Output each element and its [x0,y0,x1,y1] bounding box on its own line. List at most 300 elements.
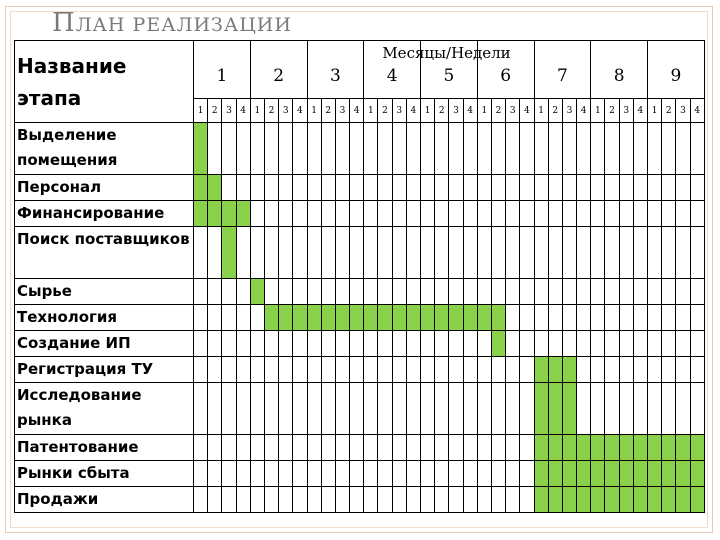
gantt-cell-active [548,435,562,461]
gantt-cell [690,331,704,357]
gantt-cell [435,123,449,175]
gantt-cell [506,487,520,513]
gantt-cell [406,331,420,357]
gantt-cell [406,435,420,461]
stage-label: Сырье [15,279,194,305]
gantt-cell-active [605,487,619,513]
stage-row [15,305,705,331]
gantt-cell [491,461,505,487]
gantt-cell [662,357,676,383]
gantt-cell [222,279,236,305]
gantt-cell [463,175,477,201]
gantt-cell [406,383,420,435]
gantt-cell-active [562,487,576,513]
gantt-cell [264,201,278,227]
week-header: 3 [676,99,690,123]
week-header: 2 [321,99,335,123]
gantt-cell [591,331,605,357]
gantt-cell [619,123,633,175]
gantt-cell [633,175,647,201]
gantt-cell [577,175,591,201]
gantt-cell [435,461,449,487]
gantt-cell [534,123,548,175]
stage-label: Продажи [15,487,194,513]
gantt-cell [208,331,222,357]
gantt-cell [520,123,534,175]
week-header: 1 [534,99,548,123]
gantt-cell [534,279,548,305]
gantt-cell [236,357,250,383]
gantt-cell [378,357,392,383]
gantt-cell [279,331,293,357]
gantt-cell [350,175,364,201]
gantt-cell [321,123,335,175]
gantt-cell [222,487,236,513]
gantt-cell [208,487,222,513]
gantt-cell [676,123,690,175]
gantt-cell [421,227,435,279]
gantt-cell [222,435,236,461]
gantt-cell [577,383,591,435]
gantt-cell [307,279,321,305]
month-header: 9 [648,41,705,99]
gantt-cell-active [194,175,208,201]
week-header: 1 [421,99,435,123]
gantt-cell [236,487,250,513]
gantt-cell [449,201,463,227]
stage-row [15,279,705,305]
gantt-cell [350,331,364,357]
gantt-cell-active [264,305,278,331]
gantt-cell-active [690,461,704,487]
gantt-cell [264,487,278,513]
gantt-cell [690,123,704,175]
gantt-cell [222,123,236,175]
gantt-cell [676,175,690,201]
gantt-cell [648,201,662,227]
gantt-cell [335,383,349,435]
gantt-cell [335,201,349,227]
gantt-cell [506,383,520,435]
gantt-cell [577,357,591,383]
gantt-cell [577,331,591,357]
week-header: 2 [662,99,676,123]
gantt-cell [562,331,576,357]
gantt-cell [208,357,222,383]
gantt-cell [435,435,449,461]
gantt-cell [421,123,435,175]
gantt-cell [421,487,435,513]
gantt-cell-active [449,305,463,331]
gantt-cell [619,305,633,331]
gantt-cell [222,305,236,331]
stage-header: Название этапа [15,41,194,123]
gantt-cell [633,201,647,227]
gantt-cell [293,435,307,461]
gantt-cell [307,123,321,175]
gantt-cell [520,357,534,383]
gantt-cell [676,357,690,383]
gantt-cell [406,201,420,227]
gantt-cell [648,305,662,331]
gantt-cell-active [562,383,576,435]
stage-row [15,357,705,383]
gantt-cell [520,331,534,357]
gantt-cell-active [364,305,378,331]
gantt-cell [392,435,406,461]
gantt-cell [506,201,520,227]
gantt-cell [662,305,676,331]
gantt-cell [491,227,505,279]
gantt-cell [491,123,505,175]
gantt-cell-active [548,461,562,487]
month-header: 8 [591,41,648,99]
gantt-cell [364,357,378,383]
gantt-cell [463,435,477,461]
gantt-cell [392,383,406,435]
gantt-cell [506,279,520,305]
gantt-cell [236,305,250,331]
stage-row [15,227,705,279]
gantt-cell [435,279,449,305]
gantt-cell [690,201,704,227]
gantt-cell [562,175,576,201]
gantt-cell [506,305,520,331]
gantt-cell-active [633,487,647,513]
week-header: 2 [378,99,392,123]
gantt-cell [321,383,335,435]
month-header: 2 [250,41,307,99]
month-header: 5 [421,41,478,99]
gantt-cell [449,123,463,175]
gantt-cell-active [406,305,420,331]
gantt-body [15,123,705,513]
gantt-cell [222,357,236,383]
week-header: 1 [591,99,605,123]
gantt-cell [392,487,406,513]
gantt-cell [648,279,662,305]
gantt-cell [421,201,435,227]
gantt-cell [463,279,477,305]
gantt-cell [194,279,208,305]
gantt-cell [619,331,633,357]
gantt-cell [435,227,449,279]
week-header: 4 [293,99,307,123]
gantt-cell [435,487,449,513]
gantt-cell-active [293,305,307,331]
gantt-cell [562,227,576,279]
gantt-cell [321,461,335,487]
gantt-cell [477,461,491,487]
gantt-cell-active [662,435,676,461]
gantt-cell [506,461,520,487]
gantt-cell [321,201,335,227]
gantt-cell [236,279,250,305]
gantt-cell-active [534,461,548,487]
gantt-cell [378,487,392,513]
gantt-cell [562,123,576,175]
gantt-cell [392,227,406,279]
gantt-cell [406,279,420,305]
gantt-cell [619,201,633,227]
gantt-cell-active [222,227,236,279]
gantt-cell [676,201,690,227]
gantt-cell [364,383,378,435]
gantt-cell [449,175,463,201]
gantt-cell [605,383,619,435]
gantt-cell [307,201,321,227]
gantt-cell [250,305,264,331]
gantt-cell [491,435,505,461]
gantt-cell [463,123,477,175]
gantt-cell [364,175,378,201]
gantt-cell [676,331,690,357]
gantt-cell [648,175,662,201]
stage-label: Исследование рынка [15,383,194,435]
gantt-cell [520,487,534,513]
gantt-cell [591,279,605,305]
gantt-cell [293,331,307,357]
gantt-cell [279,227,293,279]
gantt-cell [293,175,307,201]
stage-row [15,487,705,513]
stage-label: Рынки сбыта [15,461,194,487]
gantt-cell [222,383,236,435]
gantt-cell [208,123,222,175]
gantt-cell-active [307,305,321,331]
gantt-cell [392,201,406,227]
gantt-cell [250,201,264,227]
month-header: 3 [307,41,364,99]
month-header: 6 [477,41,534,99]
gantt-cell [293,357,307,383]
gantt-cell [477,175,491,201]
week-header: 2 [435,99,449,123]
gantt-cell-active [562,435,576,461]
stage-row [15,435,705,461]
gantt-cell [520,435,534,461]
gantt-cell [293,383,307,435]
gantt-cell [236,175,250,201]
week-header: 1 [364,99,378,123]
gantt-cell [435,383,449,435]
gantt-cell [477,201,491,227]
gantt-cell [548,175,562,201]
gantt-cell [548,279,562,305]
week-header: 3 [279,99,293,123]
gantt-cell [335,331,349,357]
gantt-cell [605,123,619,175]
gantt-cell [250,383,264,435]
week-header: 4 [633,99,647,123]
gantt-cell [307,331,321,357]
gantt-cell [690,357,704,383]
gantt-cell [463,227,477,279]
gantt-cell [350,201,364,227]
gantt-cell [605,331,619,357]
gantt-cell [648,357,662,383]
stage-label: Патентование [15,435,194,461]
gantt-cell [577,123,591,175]
gantt-cell [208,279,222,305]
gantt-cell [250,435,264,461]
gantt-cell [293,227,307,279]
gantt-cell-active [335,305,349,331]
gantt-cell [619,227,633,279]
stage-row [15,383,705,435]
week-header: 3 [392,99,406,123]
gantt-cell [477,357,491,383]
gantt-cell [279,461,293,487]
gantt-cell [605,279,619,305]
gantt-cell [577,201,591,227]
gantt-cell [449,383,463,435]
gantt-cell-active [491,331,505,357]
gantt-cell [449,331,463,357]
gantt-cell [406,123,420,175]
gantt-cell [307,383,321,435]
gantt-cell [662,383,676,435]
gantt-cell [605,175,619,201]
gantt-cell [236,331,250,357]
gantt-cell [307,435,321,461]
gantt-cell [236,227,250,279]
gantt-cell [520,279,534,305]
gantt-cell [378,279,392,305]
week-header: 4 [690,99,704,123]
gantt-cell [392,357,406,383]
gantt-cell-active [690,487,704,513]
gantt-cell [208,305,222,331]
gantt-chart [14,40,705,513]
gantt-cell [633,357,647,383]
gantt-cell [194,487,208,513]
gantt-cell-active [648,487,662,513]
gantt-cell [250,461,264,487]
gantt-cell [690,305,704,331]
slide-title [52,8,292,38]
gantt-cell [335,123,349,175]
gantt-cell [378,201,392,227]
stage-row [15,331,705,357]
gantt-cell [279,123,293,175]
gantt-cell [335,175,349,201]
gantt-cell [264,357,278,383]
gantt-cell [435,357,449,383]
gantt-cell [335,461,349,487]
gantt-cell [648,227,662,279]
gantt-cell [421,435,435,461]
gantt-cell [250,357,264,383]
gantt-cell-active [605,461,619,487]
gantt-cell [264,435,278,461]
gantt-cell [222,461,236,487]
gantt-cell [435,175,449,201]
gantt-cell [208,461,222,487]
gantt-cell [463,383,477,435]
gantt-cell [520,461,534,487]
gantt-cell [562,305,576,331]
week-header: 4 [406,99,420,123]
gantt-cell [619,357,633,383]
gantt-cell [421,175,435,201]
gantt-cell [194,227,208,279]
gantt-cell [449,279,463,305]
gantt-cell [506,175,520,201]
gantt-cell [534,305,548,331]
gantt-cell [662,201,676,227]
gantt-cell [477,331,491,357]
gantt-cell [378,383,392,435]
gantt-cell [633,331,647,357]
gantt-cell [321,435,335,461]
gantt-cell-active [648,435,662,461]
gantt-cell [350,123,364,175]
gantt-cell [676,279,690,305]
gantt-cell-active [591,487,605,513]
gantt-cell-active [577,487,591,513]
gantt-cell [194,305,208,331]
gantt-cell [350,227,364,279]
gantt-cell [591,123,605,175]
gantt-cell [321,331,335,357]
gantt-cell [506,227,520,279]
gantt-cell [364,331,378,357]
gantt-cell-active [435,305,449,331]
gantt-cell [264,175,278,201]
gantt-cell-active [619,487,633,513]
gantt-cell [406,487,420,513]
gantt-cell [378,331,392,357]
gantt-cell [364,435,378,461]
gantt-cell [633,383,647,435]
gantt-cell [463,331,477,357]
gantt-cell [293,487,307,513]
gantt-cell [378,175,392,201]
gantt-table [14,40,705,513]
gantt-cell [264,279,278,305]
gantt-cell [350,383,364,435]
gantt-cell [335,487,349,513]
gantt-cell [208,383,222,435]
gantt-cell [506,123,520,175]
gantt-cell [293,461,307,487]
gantt-cell [591,175,605,201]
gantt-cell [676,305,690,331]
gantt-cell [520,201,534,227]
week-header: 4 [463,99,477,123]
gantt-cell [335,227,349,279]
gantt-cell [307,175,321,201]
week-header: 3 [222,99,236,123]
gantt-cell [605,357,619,383]
gantt-cell-active [194,201,208,227]
gantt-cell [208,435,222,461]
gantt-cell-active [548,357,562,383]
gantt-cell [591,383,605,435]
gantt-cell [364,227,378,279]
gantt-cell [236,383,250,435]
gantt-cell [194,383,208,435]
week-header: 2 [548,99,562,123]
gantt-cell [307,461,321,487]
gantt-cell [421,461,435,487]
gantt-cell-active [321,305,335,331]
gantt-cell [378,123,392,175]
gantt-cell [648,331,662,357]
week-header: 2 [491,99,505,123]
gantt-cell [279,201,293,227]
